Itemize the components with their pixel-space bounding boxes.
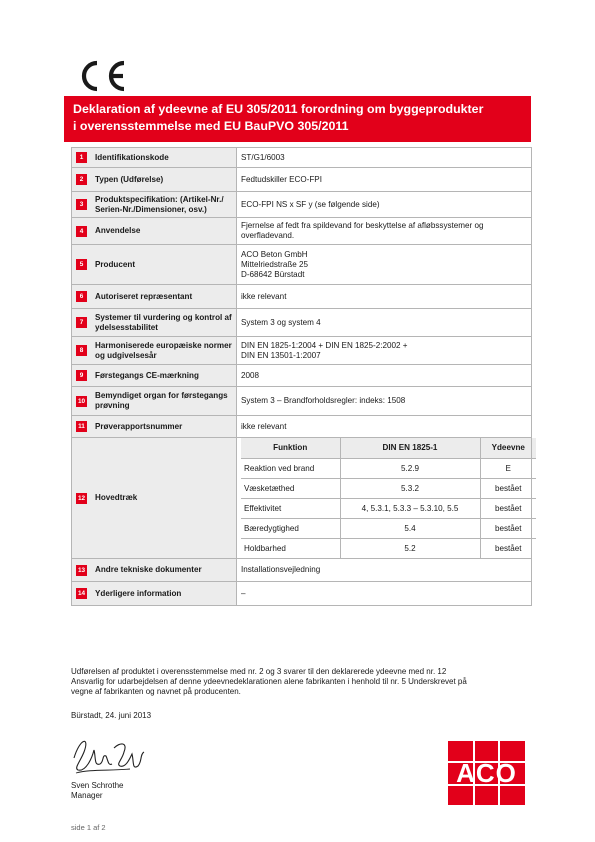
statement-line-2: Ansvarlig for udarbejdelsen af denne ydeevnedeklarationen alene fabrikanten i henhold til nr. 5 Underskrevet på: [71, 677, 467, 686]
row-label: Hovedtræk: [95, 493, 138, 502]
producer-street: Mittelriedstraße 25: [241, 259, 309, 269]
performance-row: [241, 499, 536, 519]
row-value: ikke relevant: [237, 285, 532, 309]
title-line-2: i overensstemmelse med EU BauPVO 305/2011: [73, 118, 349, 133]
row-label: Harmoniserede europæiske normer og udgivelsesår: [95, 340, 232, 360]
place-date: Bürstadt, 24. juni 2013: [71, 711, 152, 720]
row-product-spec: [72, 192, 532, 218]
row-representative: [72, 285, 532, 309]
performance-header-row: [241, 438, 536, 459]
item-number-badge: 7: [76, 317, 87, 328]
item-number-badge: 12: [77, 494, 86, 502]
signatory-name: Sven Schrothe: [71, 781, 124, 790]
row-identification: [72, 148, 532, 168]
function-cell: Effektivitet: [241, 499, 340, 519]
item-number-badge: 8: [76, 345, 87, 356]
row-label: Systemer til vurdering og kontrol af ydelsesstabilitet: [95, 312, 232, 332]
result-cell: bestået: [480, 479, 536, 499]
row-value: Fjernelse af fedt fra spildevand for beskyttelse af afløbssystemer og overfladevand.: [237, 218, 532, 245]
clause-cell: 5.2: [340, 539, 480, 559]
row-value: 2008: [237, 365, 532, 387]
function-cell: Væsketæthed: [241, 479, 340, 499]
standards-line-1: DIN EN 1825-1:2004 + DIN EN 1825-2:2002 +: [241, 340, 408, 350]
row-value: ikke relevant: [237, 416, 532, 438]
row-value: Fedtudskiller ECO-FPI: [237, 168, 532, 192]
result-cell: bestået: [494, 543, 522, 553]
row-type: [72, 168, 532, 192]
function-cell: Reaktion ved brand: [241, 459, 340, 479]
row-label: Typen (Udførelse): [95, 174, 164, 184]
header-standard: DIN EN 1825-1: [340, 438, 480, 459]
clause-cell: 5.2.9: [340, 459, 480, 479]
item-number-badge: 11: [76, 421, 87, 432]
signatory-title: Manager: [71, 791, 103, 800]
item-number-badge: 3: [76, 199, 87, 210]
item-number-badge: 9: [76, 370, 87, 381]
declaration-table: [71, 147, 532, 606]
declaration-statement: [71, 667, 541, 697]
row-value: System 3 – Brandforholdsregler: indeks: 1508: [237, 387, 532, 416]
performance-row: [241, 539, 536, 559]
statement-line-1: Udførelsen af produktet i overensstemmelse med nr. 2 og 3 svarer til den deklarerede ydeevne med nr. 12: [71, 667, 447, 676]
row-label: Førstegangs CE-mærkning: [95, 370, 199, 380]
row-use: [72, 218, 532, 245]
title-banner: [64, 96, 531, 142]
performance-row: [241, 459, 536, 479]
producer-city: D-68642 Bürstadt: [241, 269, 305, 279]
row-standards: [72, 337, 532, 365]
signatory-block: [71, 781, 123, 801]
function-cell: Bæredygtighed: [241, 519, 340, 539]
row-systems: [72, 309, 532, 337]
performance-row: [241, 519, 536, 539]
row-label: Andre tekniske dokumenter: [95, 565, 202, 574]
item-number-badge: 14: [77, 590, 86, 597]
item-number-badge: 5: [76, 259, 87, 270]
row-label: Anvendelse: [95, 226, 141, 235]
producer-name: ACO Beton GmbH: [241, 249, 308, 259]
row-label: Yderligere information: [95, 588, 182, 598]
header-function: Funktion: [241, 438, 340, 459]
row-value: Installationsvejledning: [237, 559, 532, 582]
result-cell: E: [480, 459, 536, 479]
result-cell: bestået: [480, 519, 536, 539]
header-performance: Ydeevne: [480, 438, 536, 459]
row-test-report: [72, 416, 532, 438]
result-cell: bestået: [480, 499, 536, 519]
title-line-1: Deklaration af ydeevne af EU 305/2011 forordning om byggeprodukter: [73, 102, 484, 116]
row-value: ST/G1/6003: [237, 148, 532, 168]
row-label: Produktspecifikation: (Artikel-Nr./ Serien-Nr./Dimensioner, osv.): [95, 194, 224, 214]
clause-cell: 5.4: [340, 519, 480, 539]
performance-table: [241, 438, 536, 558]
performance-row: [241, 479, 536, 499]
row-additional-info: [72, 582, 532, 606]
item-number-badge: 1: [76, 152, 87, 163]
row-label: Autoriseret repræsentant: [95, 291, 193, 301]
row-value: –: [237, 582, 532, 606]
ce-mark-logo: [80, 60, 132, 92]
function-cell: Holdbarhed: [241, 539, 340, 559]
clause-cell: 5.3.2: [340, 479, 480, 499]
row-label: Bemyndiget organ for førstegangs prøvning: [95, 391, 228, 410]
row-label: Identifikationskode: [95, 152, 169, 162]
row-technical-docs: [72, 559, 532, 582]
handwritten-signature: [70, 728, 150, 776]
item-number-badge: 13: [77, 566, 86, 574]
item-number-badge: 6: [76, 291, 87, 302]
item-number-badge: 2: [76, 174, 87, 185]
aco-logo: [448, 741, 525, 805]
row-value: ECO-FPI NS x SF y (se følgende side): [237, 192, 532, 218]
row-main-characteristics: [72, 438, 532, 559]
item-number-badge: 4: [76, 226, 87, 237]
row-first-ce: [72, 365, 532, 387]
clause-cell: 4, 5.3.1, 5.3.3 – 5.3.10, 5.5: [340, 499, 480, 519]
item-number-badge: 10: [77, 397, 86, 405]
row-producer: [72, 245, 532, 285]
statement-line-3: vegne af fabrikanten og navnet på producenten.: [71, 687, 241, 696]
row-label: Prøverapportsnummer: [95, 421, 183, 431]
standards-line-2: DIN EN 13501-1:2007: [241, 350, 321, 360]
aco-logo-text: ACO: [456, 758, 517, 788]
row-value: System 3 og system 4: [237, 309, 532, 337]
row-notified-body: [72, 387, 532, 416]
row-label: Producent: [95, 259, 136, 269]
page-number: side 1 af 2: [71, 823, 106, 832]
